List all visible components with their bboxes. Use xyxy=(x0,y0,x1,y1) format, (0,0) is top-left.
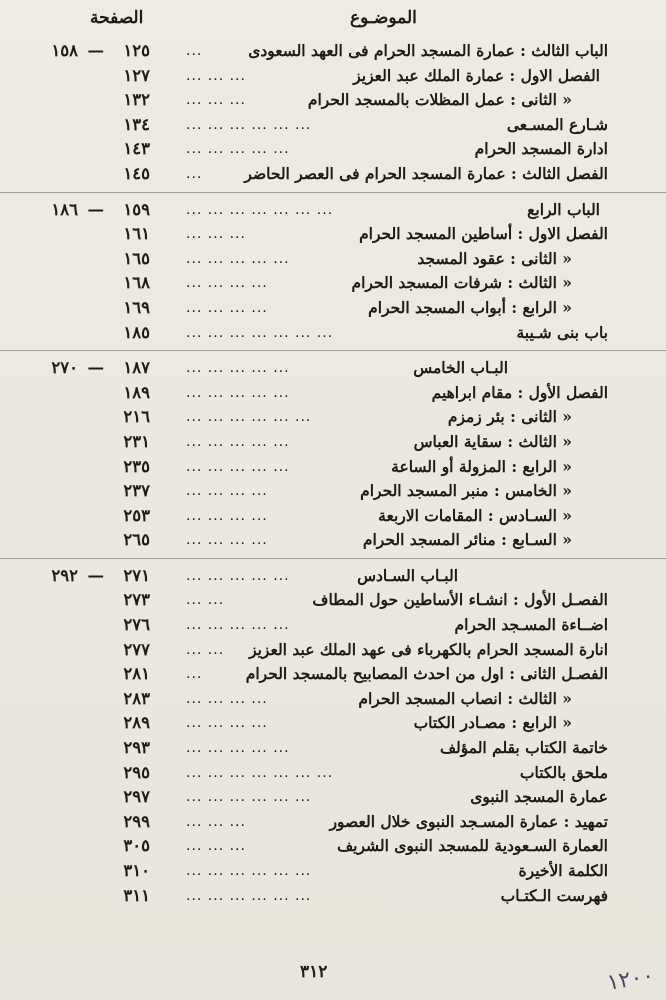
toc-entry-title: ادارة المسجد الحرام xyxy=(474,139,608,159)
toc-row xyxy=(0,565,666,590)
toc-row xyxy=(0,688,666,713)
toc-page-number: ٢٣٥ xyxy=(123,456,150,476)
toc-entry-title: الفصـل الثانى : اول من احدث المصابيح بالمسجد الحرام xyxy=(245,664,608,684)
section-divider xyxy=(0,192,666,193)
toc-entry-title: « الثانى : عمل المظلات بالمسجد الحرام xyxy=(307,90,572,110)
toc-row xyxy=(0,272,666,297)
toc-entry-title: الفصل الأول : مقام ابراهيم xyxy=(431,382,608,402)
toc-page-number: ٢٧٦ xyxy=(123,615,150,635)
toc-row xyxy=(0,89,666,114)
toc-entry-title: البـاب السـادس xyxy=(357,565,458,585)
toc-leader-dots: ... ... ... ... ... xyxy=(186,360,290,377)
toc-page-number: ٣١٠ xyxy=(123,861,150,880)
toc-row xyxy=(0,614,666,639)
toc-entry-title: العمارة السـعودية للمسجد النبوى الشريف xyxy=(337,836,608,856)
toc-page-number: ٢٧٣ xyxy=(123,590,150,610)
toc-leader-dots: ... ... ... ... ... ... xyxy=(186,116,312,133)
toc-page-number: ١٣٤ xyxy=(123,114,150,134)
toc-row xyxy=(0,199,666,224)
toc-page-range-dash: — xyxy=(87,565,104,585)
toc-page-number: ٢٣١ xyxy=(123,431,150,451)
toc-row xyxy=(0,860,666,885)
toc-row xyxy=(0,382,666,407)
toc-page-number: ٢٩٥ xyxy=(123,762,150,782)
toc-leader-dots: ... xyxy=(186,43,203,59)
toc-entry-title: تمهيد : عمارة المسـجد النبوى خلال العصور xyxy=(329,811,608,831)
toc-page-number: ٣١١ xyxy=(123,885,150,905)
toc-entry-title: الباب الرابع xyxy=(527,199,600,219)
toc-page-range-end: ٢٧٠ xyxy=(51,358,78,378)
toc-leader-dots: ... ... ... ... ... ... xyxy=(186,863,312,879)
toc-row xyxy=(0,138,666,163)
toc-entry-title: « الرابع : المزولة أو الساعة xyxy=(391,456,572,476)
toc-row xyxy=(0,357,666,382)
toc-page-number: ٢٧٧ xyxy=(123,639,150,659)
toc-row xyxy=(0,712,666,737)
toc-entry-title: خاتمة الكتاب بقلم المؤلف xyxy=(439,738,608,758)
toc-entry-title: « الثالث : انصاب المسجد الحرام xyxy=(358,688,572,708)
toc-entry-title: « الرابع : أبواب المسجد الحرام xyxy=(368,297,572,317)
toc-row xyxy=(0,65,666,90)
toc-page-number: ١٦٥ xyxy=(123,248,150,268)
toc-entry-title: « الثانى : عقود المسجد xyxy=(417,248,572,268)
toc-page-range-start: ٢٧١ xyxy=(123,565,150,585)
table-of-contents xyxy=(0,40,666,909)
toc-leader-dots: ... ... ... xyxy=(186,813,246,830)
toc-entry-title: « الثانى : بئر زمزم xyxy=(447,407,572,427)
toc-leader-dots: ... ... ... ... ... xyxy=(186,740,290,757)
toc-page-number: ٢٨١ xyxy=(123,664,150,684)
toc-page-number: ١٤٥ xyxy=(123,163,150,183)
toc-page-range-start: ١٨٧ xyxy=(123,358,150,378)
toc-page-number: ١٦٩ xyxy=(123,297,150,317)
toc-leader-dots: ... ... ... ... xyxy=(186,715,268,732)
toc-leader-dots: ... ... ... ... xyxy=(186,299,268,316)
topic-column-header: الموضـوع xyxy=(350,8,417,28)
toc-leader-dots: ... ... ... ... ... ... ... xyxy=(186,764,334,781)
toc-leader-dots: ... ... ... xyxy=(186,67,246,84)
toc-entry-title: « الرابع : مصـادر الكتاب xyxy=(413,713,572,733)
toc-leader-dots: ... ... ... ... xyxy=(186,275,268,292)
toc-leader-dots: ... ... ... ... xyxy=(186,532,268,549)
toc-entry-title: الكلمة الأخيرة xyxy=(518,861,608,880)
toc-leader-dots: ... ... ... ... xyxy=(186,690,268,707)
toc-entry-title: « الخامس : منبر المسجد الحرام xyxy=(360,481,572,501)
toc-row xyxy=(0,248,666,273)
toc-row xyxy=(0,480,666,505)
toc-leader-dots: ... ... ... xyxy=(186,92,246,109)
toc-row xyxy=(0,456,666,481)
toc-leader-dots: ... ... ... ... ... ... xyxy=(186,789,312,806)
toc-leader-dots: ... ... ... ... ... xyxy=(186,250,290,267)
toc-leader-dots: ... xyxy=(186,666,203,683)
toc-entry-title: الباب الثالث : عمارة المسجد الحرام فى العهد السعودى xyxy=(248,41,608,60)
toc-row xyxy=(0,737,666,762)
toc-row xyxy=(0,431,666,456)
toc-page-range-dash: — xyxy=(87,41,104,60)
toc-page-number: ٢٩٣ xyxy=(123,738,150,758)
section-divider xyxy=(0,350,666,351)
toc-entry-title: الفصل الثالث : عمارة المسجد الحرام فى العصر الحاضر xyxy=(244,163,608,183)
toc-leader-dots: ... ... ... ... ... ... ... xyxy=(186,201,334,218)
toc-row xyxy=(0,885,666,910)
toc-leader-dots: ... ... ... ... ... xyxy=(186,384,290,401)
toc-leader-dots: ... ... xyxy=(186,592,225,609)
page-number: ٣١٢ xyxy=(300,962,328,982)
page-column-header: الصفحة xyxy=(90,8,144,28)
toc-row xyxy=(0,505,666,530)
toc-page-number: ١٨٥ xyxy=(123,322,150,342)
toc-leader-dots: ... ... ... ... xyxy=(186,507,268,524)
toc-page-range-end: ١٥٨ xyxy=(51,41,78,60)
toc-entry-title: انارة المسجد الحرام بالكهرباء فى عهد الملك عبد العزيز xyxy=(249,639,608,659)
toc-entry-title: « الثالث : سقاية العباس xyxy=(413,431,572,451)
toc-page-number: ٣٠٥ xyxy=(123,836,150,856)
toc-page-number: ١٢٧ xyxy=(123,65,150,85)
toc-row xyxy=(0,322,666,347)
toc-leader-dots: ... ... ... ... ... xyxy=(186,433,290,450)
toc-row xyxy=(0,114,666,139)
toc-page-number: ٢٩٧ xyxy=(123,787,150,807)
toc-leader-dots: ... ... ... ... ... ... ... xyxy=(186,324,334,341)
toc-page-range-start: ١٥٩ xyxy=(123,199,150,219)
toc-page-number: ٢٦٥ xyxy=(123,530,150,550)
toc-row xyxy=(0,811,666,836)
toc-row xyxy=(0,663,666,688)
toc-leader-dots: ... ... ... ... ... xyxy=(186,617,290,634)
toc-page-range-start: ١٢٥ xyxy=(123,41,150,60)
toc-row xyxy=(0,762,666,787)
toc-entry-title: الفصل الاول : عمارة الملك عبد العزيز xyxy=(353,65,600,85)
toc-row xyxy=(0,529,666,554)
toc-leader-dots: ... xyxy=(186,165,203,182)
toc-page-number: ١٤٣ xyxy=(123,139,150,159)
toc-page-number: ٢٨٩ xyxy=(123,713,150,733)
toc-row xyxy=(0,589,666,614)
toc-page-number: ١٦٨ xyxy=(123,273,150,293)
toc-leader-dots: ... ... ... xyxy=(186,838,246,855)
toc-row xyxy=(0,40,666,65)
toc-row xyxy=(0,223,666,248)
toc-leader-dots: ... ... ... ... xyxy=(186,483,268,500)
toc-leader-dots: ... ... ... ... ... xyxy=(186,141,290,158)
toc-leader-dots: ... ... xyxy=(186,641,225,658)
toc-entry-title: الفصـل الأول : انشـاء الأساطين حول المطاف xyxy=(312,590,608,610)
toc-entry-title: « الثالث : شرفات المسجد الحرام xyxy=(351,273,572,293)
toc-page-range-dash: — xyxy=(87,358,104,378)
toc-entry-title: « السـادس : المقامات الاربعة xyxy=(378,505,572,525)
toc-page-number: ٢٣٧ xyxy=(123,481,150,501)
section-divider xyxy=(0,558,666,559)
toc-page-number: ٢٨٣ xyxy=(123,688,150,708)
toc-leader-dots: ... ... ... ... ... ... xyxy=(186,409,312,426)
toc-page-range-end: ٢٩٢ xyxy=(51,565,78,585)
toc-page-number: ٢٩٩ xyxy=(123,811,150,831)
toc-page-range-dash: — xyxy=(87,199,104,219)
toc-page-range-end: ١٨٦ xyxy=(51,199,78,219)
toc-entry-title: البـاب الخامس xyxy=(413,358,508,378)
toc-row xyxy=(0,786,666,811)
toc-page-number: ١٣٢ xyxy=(123,90,150,110)
toc-page-number: ١٦١ xyxy=(123,224,150,244)
toc-entry-title: « السـابع : منائر المسجد الحرام xyxy=(362,530,572,550)
toc-entry-title: شـارع المسـعى xyxy=(506,114,608,134)
toc-leader-dots: ... ... ... ... ... xyxy=(186,567,290,584)
toc-entry-title: فهرست الـكتـاب xyxy=(500,885,608,905)
toc-row xyxy=(0,639,666,664)
toc-page-number: ١٨٩ xyxy=(123,382,150,402)
toc-row xyxy=(0,163,666,188)
toc-entry-title: عمارة المسجد النبوى xyxy=(470,787,608,807)
handwritten-note: ١٢٠٠ xyxy=(604,963,656,996)
toc-entry-title: اضــاءة المسـجد الحرام xyxy=(454,615,608,635)
toc-entry-title: الفصل الاول : أساطين المسجد الحرام xyxy=(359,224,608,244)
toc-entry-title: باب بنى شـيبة xyxy=(516,322,608,342)
toc-row xyxy=(0,835,666,860)
toc-entry-title: ملحق بالكتاب xyxy=(519,762,608,782)
toc-row xyxy=(0,406,666,431)
toc-leader-dots: ... ... ... ... ... xyxy=(186,458,290,475)
toc-page-number: ٢٥٣ xyxy=(123,505,150,525)
toc-leader-dots: ... ... ... ... ... ... xyxy=(186,887,312,904)
toc-page-number: ٢١٦ xyxy=(123,407,150,427)
toc-leader-dots: ... ... ... xyxy=(186,226,246,243)
toc-row xyxy=(0,297,666,322)
